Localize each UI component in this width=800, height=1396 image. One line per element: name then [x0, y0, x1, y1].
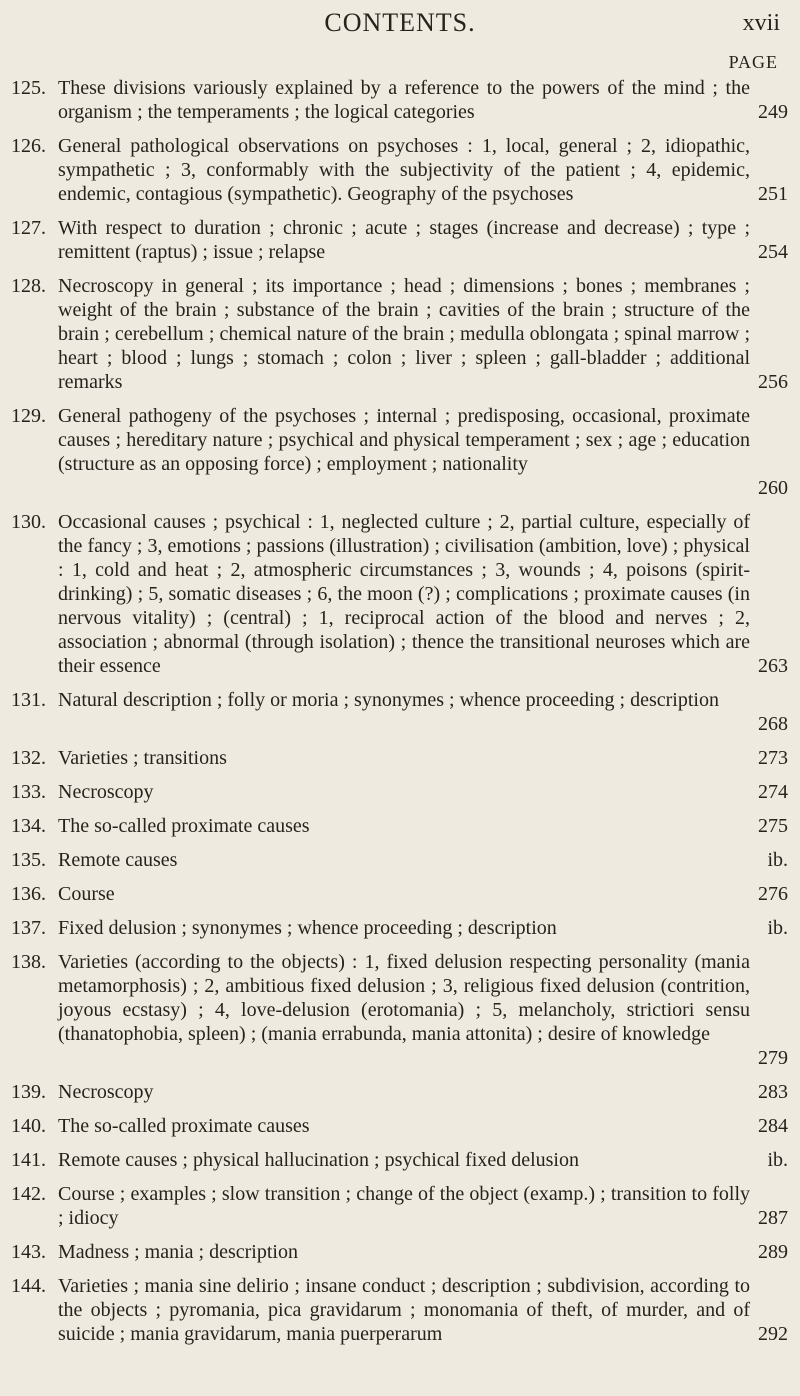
entry-number: 143. [11, 1241, 46, 1263]
entry-text: The so-called proximate causes [58, 1115, 310, 1137]
contents-entry [0, 848, 800, 872]
entry-page-number: 256 [758, 371, 788, 393]
page-title: CONTENTS. [324, 8, 476, 37]
contents-entry [0, 1240, 800, 1264]
contents-entry [0, 134, 800, 206]
contents-entry [0, 950, 800, 1070]
contents-entry [0, 814, 800, 838]
entry-number: 131. [11, 689, 46, 711]
contents-entry [0, 76, 800, 124]
contents-entry [0, 1274, 800, 1346]
entry-text: Course ; examples ; slow transition ; change of the object (examp.) ; transition to folly ; idiocy [58, 1183, 750, 1229]
contents-entry [0, 1114, 800, 1138]
entry-number: 136. [11, 883, 46, 905]
entry-page-number: 254 [758, 241, 788, 263]
entry-text: Occasional causes ; psychical : 1, neglected culture ; 2, partial culture, especially of the fancy ; 3, emotions ; passions (illustration) ; civilisation (ambition, love) ; physical : 1, cold and heat ; 2, atmospheric circumstances ; 3, wounds ; 4, poisons (spirit-drinking) ; 5, somatic diseases ; 6, the moon (?) ; complications ; proximate causes (in nervous vitality) ; (central) ; 1, reciprocal action of the blood and nerves ; 2, association ; abnormal (through isolation) ; thence the transitional neuroses which are their essence [58, 511, 750, 677]
entry-number: 138. [11, 951, 46, 973]
entry-page-number: 284 [758, 1115, 788, 1137]
entry-number: 134. [11, 815, 46, 837]
entry-number: 127. [11, 217, 46, 239]
entry-number: 130. [11, 511, 46, 533]
folio-number: xvii [742, 10, 780, 36]
entry-number: 133. [11, 781, 46, 803]
entry-page-number: 279 [758, 1047, 788, 1069]
entry-page-number: ib. [767, 1149, 788, 1171]
entry-number: 137. [11, 917, 46, 939]
entry-number: 126. [11, 135, 46, 157]
entry-text: Madness ; mania ; description [58, 1241, 298, 1263]
entry-page-number: 283 [758, 1081, 788, 1103]
entry-number: 139. [11, 1081, 46, 1103]
entry-text: Remote causes ; physical hallucination ; psychical fixed delusion [58, 1149, 579, 1171]
entry-text: With respect to duration ; chronic ; acute ; stages (increase and decrease) ; type ; remittent (raptus) ; issue ; relapse [58, 217, 750, 263]
entry-number: 141. [11, 1149, 46, 1171]
entry-text: Fixed delusion ; synonymes ; whence proceeding ; description [58, 917, 557, 939]
entry-text: Remote causes [58, 849, 178, 871]
entry-number: 144. [11, 1275, 46, 1297]
contents-entry [0, 274, 800, 394]
entry-number: 128. [11, 275, 46, 297]
contents-entry [0, 780, 800, 804]
entry-number: 125. [11, 77, 46, 99]
entry-text: Course [58, 883, 115, 905]
entry-number: 129. [11, 405, 46, 427]
running-header [0, 8, 800, 48]
entry-number: 140. [11, 1115, 46, 1137]
entry-page-number: 276 [758, 883, 788, 905]
entry-text: General pathogeny of the psychoses ; internal ; predisposing, occasional, proximate causes ; hereditary nature ; psychical and physical temperament ; sex ; age ; education (structure as an opposing force) ; employment ; nationality [58, 405, 750, 475]
entry-page-number: 289 [758, 1241, 788, 1263]
contents-list [0, 76, 800, 1356]
contents-entry [0, 510, 800, 678]
entry-number: 132. [11, 747, 46, 769]
contents-entry [0, 882, 800, 906]
contents-entry [0, 916, 800, 940]
entry-page-number: ib. [767, 849, 788, 871]
entry-page-number: 268 [758, 713, 788, 735]
entry-page-number: 274 [758, 781, 788, 803]
contents-entry [0, 1148, 800, 1172]
entry-page-number: 260 [758, 477, 788, 499]
entry-page-number: ib. [767, 917, 788, 939]
entry-number: 135. [11, 849, 46, 871]
entry-text: Necroscopy [58, 781, 154, 803]
entry-page-number: 251 [758, 183, 788, 205]
entry-page-number: 275 [758, 815, 788, 837]
entry-page-number: 287 [758, 1207, 788, 1229]
entry-text: Varieties ; mania sine delirio ; insane conduct ; description ; subdivision, according to the objects ; pyromania, pica gravidarum ; monomania of theft, of murder, and of suicide ; mania gravidarum, mania puerperarum [58, 1275, 750, 1345]
entry-text: These divisions variously explained by a reference to the powers of the mind ; the organism ; the temperaments ; the logical categories [58, 77, 750, 123]
entry-page-number: 292 [758, 1323, 788, 1345]
contents-entry [0, 688, 800, 736]
contents-entry [0, 1182, 800, 1230]
entry-text: Necroscopy [58, 1081, 154, 1103]
contents-entry [0, 404, 800, 500]
entry-number: 142. [11, 1183, 46, 1205]
entry-page-number: 263 [758, 655, 788, 677]
page-column-label: PAGE [728, 52, 778, 72]
contents-entry [0, 216, 800, 264]
contents-entry [0, 746, 800, 770]
contents-entry [0, 1080, 800, 1104]
entry-text: Natural description ; folly or moria ; synonymes ; whence proceeding ; description [58, 689, 719, 711]
entry-text: Varieties ; transitions [58, 747, 227, 769]
entry-text: Necroscopy in general ; its importance ; head ; dimensions ; bones ; membranes ; weight of the brain ; substance of the brain ; cavities of the brain ; structure of the brain ; cerebellum ; chemical nature of the brain ; medulla oblongata ; spinal marrow ; heart ; blood ; lungs ; stomach ; colon ; liver ; spleen ; gall-bladder ; additional remarks [58, 275, 750, 393]
entry-text: General pathological observations on psychoses : 1, local, general ; 2, idiopathic, sympathetic ; 3, conformably with the subjectivity of the patient ; 4, epidemic, endemic, contagious (sympathetic). Geography of the psychoses [58, 135, 750, 205]
entry-text: Varieties (according to the objects) : 1, fixed delusion respecting personality (mania metamorphosis) ; 2, ambitious fixed delusion ; 3, religious fixed delusion (contrition, joyous ecstasy) ; 4, love-delusion (erotomania) ; 5, melancholy, strictiori sensu (thanatophobia, spleen) ; (mania errabunda, mania attonita) ; desire of knowledge [58, 951, 750, 1045]
entry-page-number: 249 [758, 101, 788, 123]
entry-page-number: 273 [758, 747, 788, 769]
entry-text: The so-called proximate causes [58, 815, 310, 837]
